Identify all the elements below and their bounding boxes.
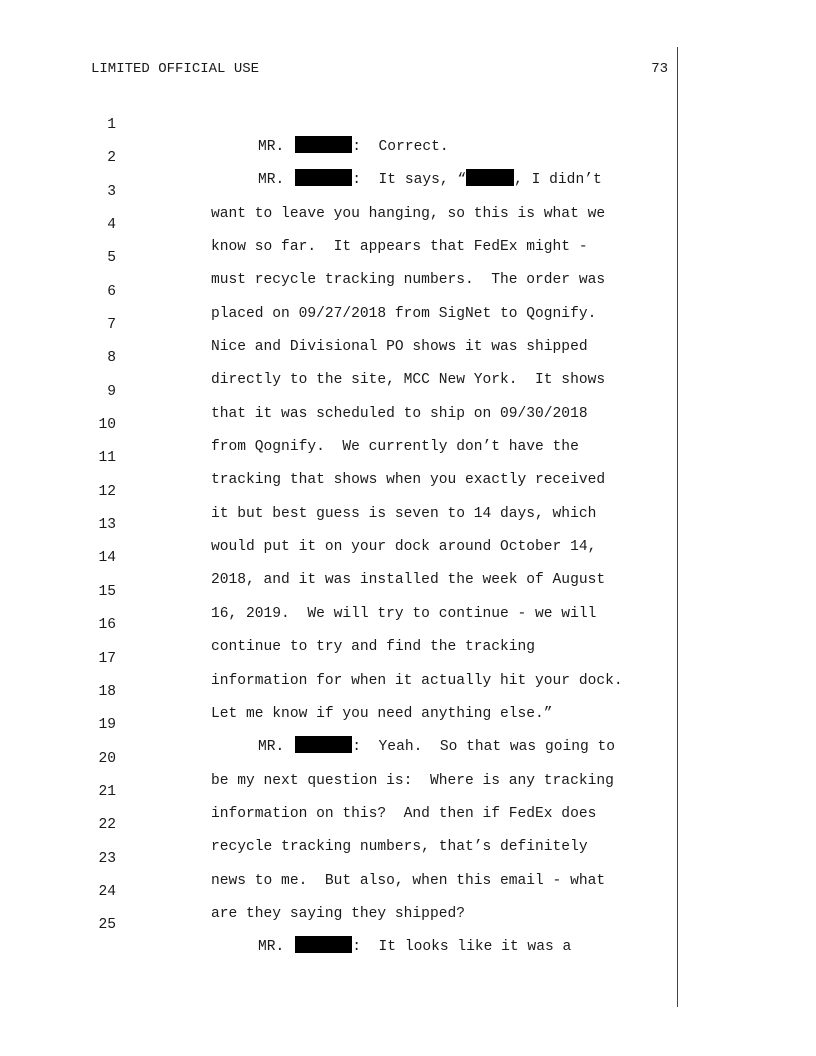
line-number: 21 [98, 783, 116, 800]
line-number: 10 [98, 417, 116, 434]
speaker-text: : Yeah. So that was going to [352, 739, 616, 756]
speaker-prefix: MR. [258, 939, 285, 956]
line-number: 9 [107, 383, 116, 400]
speaker-text-cont: , I didn’t [514, 172, 602, 189]
line-text: that it was scheduled to ship on 09/30/2018 [211, 405, 588, 422]
transcript-line [0, 92, 816, 155]
speaker-prefix: MR. [258, 172, 285, 189]
line-text: continue to try and find the tracking [211, 639, 536, 656]
redaction-block [295, 936, 352, 953]
line-number: 1 [107, 117, 116, 133]
line-text: from Qognify. We currently don’t have the [211, 439, 579, 456]
line-text: want to leave you hanging, so this is what we [211, 205, 606, 222]
transcript-line [0, 259, 816, 322]
speaker-text: : It says, “ [352, 172, 467, 189]
line-text: it but best guess is seven to 14 days, which [211, 505, 597, 522]
line-number: 25 [98, 917, 116, 934]
line-text: recycle tracking numbers, that’s definitely [211, 839, 588, 856]
line-text: placed on 09/27/2018 from SigNet to Qognify. [211, 305, 597, 322]
transcript-line [0, 292, 816, 356]
line-text: must recycle tracking numbers. The order was [211, 272, 606, 289]
speaker-text: : Correct. [352, 139, 449, 155]
transcript-line [0, 692, 816, 756]
page-number: 73 [651, 61, 668, 77]
line-text: be my next question is: Where is any tracking [211, 772, 614, 789]
transcript-line [0, 892, 816, 956]
line-text: news to me. But also, when this email - what [211, 872, 606, 889]
transcript-line [0, 859, 816, 922]
speaker-prefix: MR. [258, 139, 285, 155]
transcript-line [0, 425, 816, 489]
transcript-line [0, 159, 816, 222]
page-header [91, 61, 668, 81]
transcript-body [0, 92, 816, 956]
transcript-line [0, 592, 816, 656]
line-text: are they saying they shipped? [211, 905, 465, 922]
transcript-line [0, 459, 816, 522]
transcript-line [0, 826, 816, 889]
line-number: 11 [98, 450, 116, 467]
line-text: information for when it actually hit your dock. [211, 672, 623, 689]
transcript-line [0, 125, 816, 189]
line-text: 16, 2019. We will try to continue - we will [211, 605, 597, 622]
transcript-line [0, 492, 816, 556]
transcript-line [0, 192, 816, 256]
line-number: 17 [98, 650, 116, 667]
line-number: 3 [107, 183, 116, 200]
transcript-line [0, 392, 816, 456]
transcript-line [0, 325, 816, 389]
transcript-line [0, 626, 816, 689]
line-text: Let me know if you need anything else.” [211, 705, 553, 722]
classification-label: LIMITED OFFICIAL USE [91, 61, 260, 77]
line-text: know so far. It appears that FedEx might - [211, 239, 588, 256]
line-text: tracking that shows when you exactly received [211, 472, 606, 489]
line-number: 6 [107, 283, 116, 300]
line-text [258, 936, 571, 958]
line-number: 5 [107, 250, 116, 267]
line-number: 4 [107, 217, 116, 234]
line-text: information on this? And then if FedEx does [211, 805, 597, 822]
transcript-line [0, 759, 816, 822]
transcript-line [0, 726, 816, 789]
line-number: 19 [98, 717, 116, 734]
transcript-line [0, 792, 816, 856]
line-number: 12 [98, 483, 116, 500]
line-number: 15 [98, 583, 116, 600]
speaker-prefix: MR. [258, 739, 285, 756]
line-text: directly to the site, MCC New York. It shows [211, 372, 606, 389]
line-number: 8 [107, 350, 116, 367]
line-text: 2018, and it was installed the week of August [211, 572, 606, 589]
line-number: 23 [98, 850, 116, 867]
line-number: 22 [98, 817, 116, 834]
transcript-line [0, 659, 816, 722]
line-number: 14 [98, 550, 116, 567]
line-number: 13 [98, 517, 116, 534]
speaker-text: : It looks like it was a [352, 939, 572, 956]
transcript-line [0, 525, 816, 589]
line-number: 16 [98, 617, 116, 634]
line-text: would put it on your dock around October 14, [211, 539, 597, 556]
line-number: 24 [98, 883, 116, 900]
line-number: 7 [107, 317, 116, 334]
line-number: 2 [107, 150, 116, 167]
line-number: 18 [98, 683, 116, 700]
line-number: 20 [98, 750, 116, 767]
line-text: Nice and Divisional PO shows it was shipped [211, 339, 588, 356]
transcript-line [0, 359, 816, 422]
transcript-line [0, 559, 816, 622]
transcript-line [0, 225, 816, 289]
